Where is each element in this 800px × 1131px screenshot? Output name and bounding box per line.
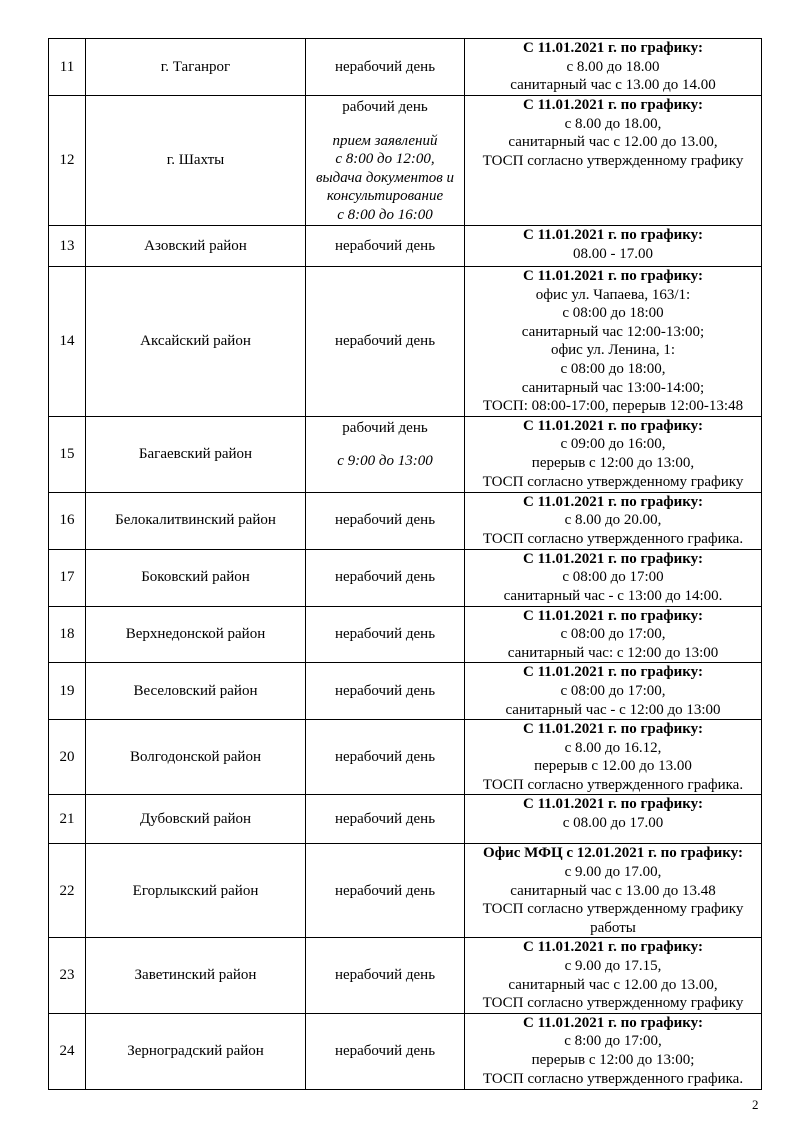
row-number: 19 bbox=[49, 663, 86, 720]
table-row bbox=[49, 267, 762, 417]
day-status-cell bbox=[306, 844, 465, 938]
day-status: нерабочий день bbox=[334, 748, 436, 765]
schedule-line: с 8.00 до 16.12, bbox=[564, 739, 662, 756]
district-name: Зерноградский район bbox=[86, 1013, 306, 1089]
day-status: нерабочий день bbox=[334, 237, 436, 254]
day-note-spacer bbox=[309, 437, 461, 452]
schedule-heading: С 11.01.2021 г. по графику: bbox=[523, 550, 703, 567]
district-name: Волгодонской район bbox=[86, 720, 306, 795]
table-row bbox=[49, 606, 762, 663]
district-name: Азовский район bbox=[86, 226, 306, 267]
schedule-cell bbox=[465, 663, 762, 720]
table-row bbox=[49, 226, 762, 267]
schedule-heading: С 11.01.2021 г. по графику: bbox=[523, 796, 703, 813]
day-status: нерабочий день bbox=[334, 333, 436, 350]
district-name: Аксайский район bbox=[86, 267, 306, 417]
day-status-cell bbox=[306, 606, 465, 663]
day-status: нерабочий день bbox=[334, 682, 436, 699]
day-status-cell bbox=[306, 720, 465, 795]
schedule-cell bbox=[465, 844, 762, 938]
schedule-line: ТОСП согласно утвержденного графика. bbox=[482, 776, 744, 793]
schedule-line: перерыв с 12:00 до 13:00; bbox=[531, 1052, 695, 1069]
schedule-heading: С 11.01.2021 г. по графику: bbox=[523, 664, 703, 681]
schedule-cell bbox=[465, 96, 762, 226]
day-status-cell bbox=[306, 663, 465, 720]
day-status: нерабочий день bbox=[334, 882, 436, 899]
schedule-line: работы bbox=[590, 919, 636, 936]
day-status-cell bbox=[306, 226, 465, 267]
row-number: 12 bbox=[49, 96, 86, 226]
schedule-heading: С 11.01.2021 г. по графику: bbox=[523, 227, 703, 243]
schedule-cell bbox=[465, 39, 762, 96]
district-name: Боковский район bbox=[86, 549, 306, 606]
schedule-cell bbox=[465, 1013, 762, 1089]
schedule-line: санитарный час: с 12:00 до 13:00 bbox=[507, 644, 719, 661]
row-number: 14 bbox=[49, 267, 86, 417]
schedule-cell bbox=[465, 938, 762, 1013]
row-number: 22 bbox=[49, 844, 86, 938]
schedule-table bbox=[48, 38, 762, 1090]
day-status: нерабочий день bbox=[334, 811, 436, 828]
schedule-line: ТОСП согласно утвержденному графику bbox=[482, 901, 744, 918]
schedule-cell bbox=[465, 720, 762, 795]
day-status-cell bbox=[306, 492, 465, 549]
schedule-line: ТОСП согласно утвержденному графику bbox=[482, 995, 744, 1012]
day-status-cell bbox=[306, 1013, 465, 1089]
district-name: Заветинский район bbox=[86, 938, 306, 1013]
schedule-heading: С 11.01.2021 г. по графику: bbox=[523, 1014, 703, 1031]
table-row bbox=[49, 1013, 762, 1089]
district-name: Егорлыкский район bbox=[86, 844, 306, 938]
schedule-cell bbox=[465, 549, 762, 606]
schedule-line: 08.00 - 17.00 bbox=[573, 245, 653, 262]
schedule-line: с 9.00 до 17.00, bbox=[564, 864, 662, 881]
row-number: 11 bbox=[49, 39, 86, 96]
schedule-line: санитарный час с 12.00 до 13.00, bbox=[508, 976, 718, 993]
schedule-line: перерыв с 12:00 до 13:00, bbox=[531, 454, 695, 471]
district-name: г. Таганрог bbox=[86, 39, 306, 96]
schedule-cell bbox=[465, 795, 762, 844]
schedule-line: с 8:00 до 17:00, bbox=[564, 1033, 662, 1050]
table-row bbox=[49, 96, 762, 226]
schedule-table-body bbox=[49, 39, 762, 1090]
schedule-line: с 08:00 до 17:00, bbox=[560, 626, 666, 643]
district-name: г. Шахты bbox=[86, 96, 306, 226]
schedule-line: с 8.00 до 18.00, bbox=[564, 115, 662, 132]
row-number: 13 bbox=[49, 226, 86, 267]
day-note-line: консультирование bbox=[326, 188, 444, 205]
schedule-line: с 08:00 до 17:00, bbox=[560, 682, 666, 699]
schedule-line: ТОСП согласно утвержденного графика. bbox=[482, 530, 744, 547]
day-status-cell bbox=[306, 938, 465, 1013]
district-name: Дубовский район bbox=[86, 795, 306, 844]
day-status: рабочий день bbox=[342, 99, 428, 115]
table-row bbox=[49, 795, 762, 844]
schedule-line: с 09:00 до 16:00, bbox=[560, 436, 666, 453]
schedule-heading: С 11.01.2021 г. по графику: bbox=[523, 40, 703, 56]
schedule-line: с 08:00 до 18:00 bbox=[562, 305, 664, 322]
schedule-cell bbox=[465, 267, 762, 417]
row-number: 21 bbox=[49, 795, 86, 844]
day-status: нерабочий день bbox=[334, 512, 436, 529]
day-note-line: прием заявлений bbox=[332, 132, 438, 149]
schedule-line: с 08:00 до 18:00, bbox=[560, 360, 666, 377]
schedule-line: санитарный час - с 13:00 до 14:00. bbox=[503, 587, 723, 604]
day-status-cell bbox=[306, 39, 465, 96]
table-row bbox=[49, 663, 762, 720]
district-name: Веселовский район bbox=[86, 663, 306, 720]
schedule-line: санитарный час с 13.00 до 13.48 bbox=[510, 882, 716, 899]
schedule-heading: С 11.01.2021 г. по графику: bbox=[523, 607, 703, 624]
schedule-line: санитарный час - с 12:00 до 13:00 bbox=[505, 701, 721, 718]
day-note-line: с 8:00 до 16:00 bbox=[337, 206, 433, 223]
row-number: 24 bbox=[49, 1013, 86, 1089]
day-note-spacer bbox=[309, 117, 461, 132]
schedule-heading: С 11.01.2021 г. по графику: bbox=[523, 97, 703, 113]
schedule-heading: С 11.01.2021 г. по графику: bbox=[523, 493, 703, 510]
day-status-cell bbox=[306, 416, 465, 492]
row-number: 20 bbox=[49, 720, 86, 795]
table-row bbox=[49, 720, 762, 795]
table-row bbox=[49, 416, 762, 492]
day-status-cell bbox=[306, 795, 465, 844]
day-status-cell bbox=[306, 267, 465, 417]
schedule-line: санитарный час с 13.00 до 14.00 bbox=[510, 77, 716, 94]
schedule-cell bbox=[465, 606, 762, 663]
schedule-heading: С 11.01.2021 г. по графику: bbox=[523, 939, 703, 956]
schedule-line: санитарный час 12:00-13:00; bbox=[521, 323, 705, 340]
schedule-line: ТОСП: 08:00-17:00, перерыв 12:00-13:48 bbox=[482, 398, 744, 415]
day-note-line: с 8:00 до 12:00, bbox=[335, 151, 435, 168]
table-row bbox=[49, 844, 762, 938]
day-note-line: выдача документов и bbox=[315, 169, 455, 186]
day-status: нерабочий день bbox=[334, 58, 436, 75]
table-row bbox=[49, 938, 762, 1013]
schedule-cell bbox=[465, 416, 762, 492]
table-row bbox=[49, 39, 762, 96]
schedule-line: с 8.00 до 18.00 bbox=[566, 58, 660, 75]
schedule-line: ТОСП согласно утвержденному графику bbox=[482, 152, 744, 169]
schedule-cell bbox=[465, 492, 762, 549]
schedule-line: ТОСП согласно утвержденного графика. bbox=[482, 1070, 744, 1087]
day-status: нерабочий день bbox=[334, 569, 436, 586]
row-number: 16 bbox=[49, 492, 86, 549]
schedule-line: офис ул. Чапаева, 163/1: bbox=[535, 286, 691, 303]
row-number: 17 bbox=[49, 549, 86, 606]
schedule-line: санитарный час с 12.00 до 13.00, bbox=[508, 134, 718, 151]
schedule-line: с 9.00 до 17.15, bbox=[564, 958, 662, 975]
day-note-line: с 9:00 до 13:00 bbox=[337, 453, 433, 470]
schedule-line: с 08:00 до 17:00 bbox=[562, 569, 664, 586]
schedule-line: санитарный час 13:00-14:00; bbox=[521, 379, 705, 396]
day-status: нерабочий день bbox=[334, 1043, 436, 1060]
schedule-cell bbox=[465, 226, 762, 267]
page-number: 2 bbox=[752, 1097, 759, 1112]
schedule-heading: Офис МФЦ с 12.01.2021 г. по графику: bbox=[483, 845, 743, 862]
schedule-line: ТОСП согласно утвержденному графику bbox=[482, 473, 744, 490]
day-status-cell bbox=[306, 549, 465, 606]
day-status: нерабочий день bbox=[334, 626, 436, 643]
district-name: Верхнедонской район bbox=[86, 606, 306, 663]
schedule-line: с 08.00 до 17.00 bbox=[562, 815, 664, 832]
row-number: 18 bbox=[49, 606, 86, 663]
district-name: Белокалитвинский район bbox=[86, 492, 306, 549]
district-name: Багаевский район bbox=[86, 416, 306, 492]
table-row bbox=[49, 492, 762, 549]
day-status: рабочий день bbox=[342, 419, 428, 436]
schedule-line: перерыв с 12.00 до 13.00 bbox=[534, 758, 692, 775]
row-number: 23 bbox=[49, 938, 86, 1013]
schedule-line: с 8.00 до 20.00, bbox=[564, 512, 662, 529]
day-status-cell bbox=[306, 96, 465, 226]
schedule-heading: С 11.01.2021 г. по графику: bbox=[523, 721, 703, 738]
day-status: нерабочий день bbox=[334, 967, 436, 984]
schedule-heading: С 11.01.2021 г. по графику: bbox=[523, 417, 703, 434]
row-number: 15 bbox=[49, 416, 86, 492]
schedule-heading: С 11.01.2021 г. по графику: bbox=[523, 268, 703, 284]
table-row bbox=[49, 549, 762, 606]
schedule-line: офис ул. Ленина, 1: bbox=[550, 342, 676, 359]
